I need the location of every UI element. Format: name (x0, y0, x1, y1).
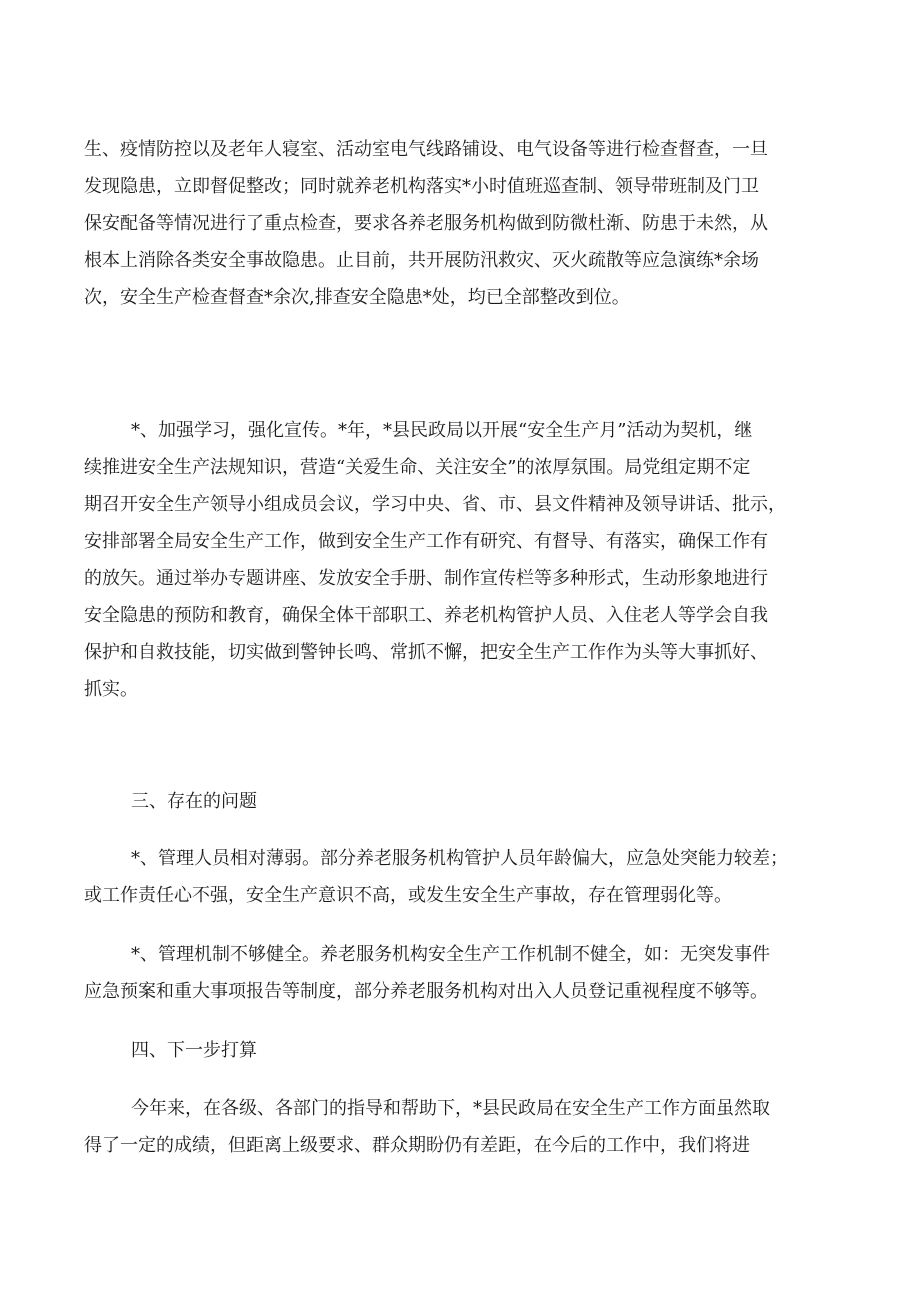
paragraph-line: 得了一定的成绩，但距离上级要求、群众期盼仍有差距，在今后的工作中，我们将进 (84, 1135, 750, 1156)
section-heading: 三、存在的问题 (131, 791, 257, 812)
paragraph-line: 安排部署全局安全生产工作，做到安全生产工作有研究、有督导、有落实，确保工作有 (84, 531, 768, 552)
paragraph-line: 保护和自救技能，切实做到警钟长鸣、常抓不懈，把安全生产工作作为头等大事抓好、 (84, 642, 768, 663)
paragraph-line: 抓实。 (84, 679, 138, 700)
paragraph-line: *、管理机制不够健全。养老服务机构安全生产工作机制不健全，如：无突发事件 (131, 944, 770, 965)
paragraph-line: *、管理人员相对薄弱。部分养老服务机构管护人员年龄偏大，应急处突能力较差； (131, 848, 788, 869)
paragraph-line: 保安配备等情况进行了重点检查，要求各养老服务机构做到防微杜渐、防患于未然，从 (84, 213, 768, 234)
paragraph-line: 今年来，在各级、各部门的指导和帮助下，*县民政局在安全生产工作方面虽然取 (131, 1098, 770, 1119)
paragraph-next-steps (84, 1090, 854, 1164)
paragraph-line: 发现隐患，立即督促整改；同时就养老机构落实*小时值班巡查制、领导带班制及门卫 (84, 176, 759, 197)
paragraph-line: 根本上消除各类安全事故隐患。止目前，共开展防汛救灾、灭火疏散等应急演练*余场 (84, 250, 759, 271)
paragraph-line: 安全隐患的预防和教育，确保全体干部职工、养老机构管护人员、入住老人等学会自我 (84, 605, 768, 626)
paragraph-line: 续推进安全生产法规知识，营造“关爱生命、关注安全”的浓厚氛围。局党组定期不定 (84, 457, 751, 478)
paragraph-problem-mechanism (84, 936, 854, 1010)
paragraph-problem-staff (84, 840, 854, 914)
paragraph-line: 次，安全生产检查督查*余次,排查安全隐患*处，均已全部整改到位。 (84, 287, 630, 308)
paragraph-line: *、加强学习，强化宣传。*年，*县民政局以开展“安全生产月”活动为契机，继 (131, 420, 753, 441)
paragraph-line: 的放矢。通过举办专题讲座、发放安全手册、制作宣传栏等多种形式，生动形象地进行 (84, 568, 768, 589)
section-heading: 四、下一步打算 (131, 1040, 257, 1061)
paragraph-line: 期召开安全生产领导小组成员会议，学习中央、省、市、县文件精神及领导讲话、批示， (84, 494, 786, 515)
paragraph-line: 或工作责任心不强，安全生产意识不高，或发生安全生产事故，存在管理弱化等。 (84, 885, 732, 906)
paragraph-line: 生、疫情防控以及老年人寝室、活动室电气线路铺设、电气设备等进行检查督查，一旦 (84, 139, 768, 160)
paragraph-safety-inspection (84, 131, 854, 316)
paragraph-study-publicity (84, 412, 854, 708)
paragraph-line: 应急预案和重大事项报告等制度，部分养老服务机构对出入人员登记重视程度不够等。 (84, 981, 768, 1002)
section-heading-problems (84, 783, 854, 820)
section-heading-next-steps (84, 1032, 854, 1069)
